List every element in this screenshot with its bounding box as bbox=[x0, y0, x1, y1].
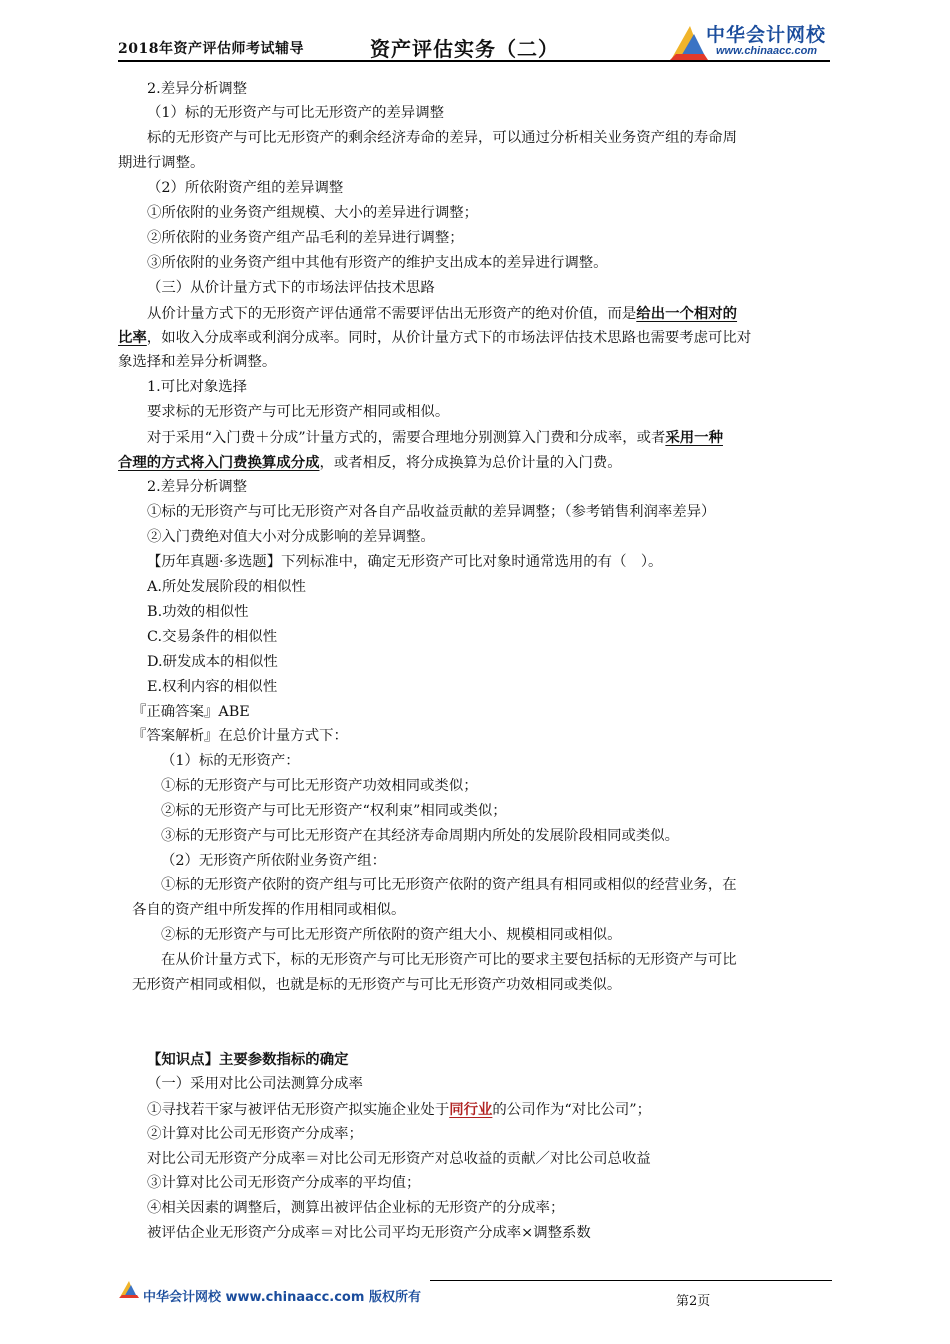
paragraph-line bbox=[118, 453, 622, 473]
list-item: ②所依附的业务资产组产品毛利的差异进行调整； bbox=[147, 230, 464, 246]
paragraph-line: 各自的资产组中所发挥的作用相同或相似。 bbox=[132, 902, 406, 918]
list-item: ①所依附的业务资产组规模、大小的差异进行调整； bbox=[147, 205, 478, 221]
knowledge-point-heading: 【知识点】主要参数指标的确定 bbox=[147, 1051, 349, 1068]
paragraph-line bbox=[147, 304, 737, 324]
sub-heading: （1）标的无形资产： bbox=[161, 753, 300, 769]
emphasis-text: 同行业 bbox=[449, 1101, 493, 1118]
header-course-title: 2018年资产评估师考试辅导 bbox=[118, 41, 304, 57]
brand-logo-url: www.chinaacc.com bbox=[716, 45, 818, 57]
section-heading: 2.差异分析调整 bbox=[147, 479, 248, 495]
section-heading: 2.差异分析调整 bbox=[147, 81, 248, 97]
header-divider bbox=[118, 60, 830, 62]
paragraph-line bbox=[118, 328, 751, 348]
emphasis-text: 采用一种 bbox=[665, 429, 723, 446]
paragraph-text: ①寻找若干家与被评估无形资产拟实施企业处于 bbox=[147, 1102, 450, 1118]
emphasis-text: 比率 bbox=[118, 329, 147, 346]
paragraph-text: 对于采用“入门费＋分成”计量方式的，需要合理地分别测算入门费和分成率，或者 bbox=[147, 430, 666, 446]
list-item: ①标的无形资产与可比无形资产对各自产品收益贡献的差异调整；（参考销售利润率差异） bbox=[147, 504, 716, 520]
question-option: C.交易条件的相似性 bbox=[147, 629, 278, 645]
brand-logo-name: 中华会计网校 bbox=[706, 24, 827, 46]
paragraph-line: 期进行调整。 bbox=[118, 155, 205, 171]
sub-heading: （2）所依附资产组的差异调整 bbox=[147, 180, 344, 196]
formula-line: 被评估企业无形资产分成率＝对比公司平均无形资产分成率×调整系数 bbox=[147, 1225, 591, 1241]
paragraph-line: 标的无形资产与可比无形资产的剩余经济寿命的差异，可以通过分析相关业务资产组的寿命周 bbox=[147, 130, 738, 146]
section-heading: （一）采用对比公司法测算分成率 bbox=[147, 1076, 363, 1092]
list-item: ②计算对比公司无形资产分成率； bbox=[147, 1126, 363, 1142]
formula-line: 对比公司无形资产分成率＝对比公司无形资产对总收益的贡献／对比公司总收益 bbox=[147, 1151, 651, 1167]
question-option: B.功效的相似性 bbox=[147, 604, 249, 620]
paragraph-line: 在从价计量方式下，标的无形资产与可比无形资产可比的要求主要包括标的无形资产与可比 bbox=[161, 952, 737, 968]
paragraph-text: ，或者相反，将分成换算为总价计量的入门费。 bbox=[319, 455, 622, 471]
paragraph-line: 要求标的无形资产与可比无形资产相同或相似。 bbox=[147, 404, 450, 420]
section-heading: 1.可比对象选择 bbox=[147, 379, 248, 395]
emphasis-text: 给出一个相对的 bbox=[636, 305, 738, 322]
list-item: ③标的无形资产与可比无形资产在其经济寿命周期内所处的发展阶段相同或类似。 bbox=[161, 828, 680, 844]
paragraph-line: 无形资产相同或相似，也就是标的无形资产与可比无形资产功效相同或类似。 bbox=[132, 977, 622, 993]
page-number: 第2页 bbox=[676, 1294, 711, 1309]
footer-copyright: 中华会计网校 www.chinaacc.com 版权所有 bbox=[143, 1290, 421, 1305]
footer-divider bbox=[430, 1280, 832, 1281]
list-item: ①标的无形资产依附的资产组与可比无形资产依附的资产组具有相同或相似的经营业务，在 bbox=[161, 877, 737, 893]
list-item: ③计算对比公司无形资产分成率的平均值； bbox=[147, 1175, 421, 1191]
sub-heading: （2）无形资产所依附业务资产组： bbox=[161, 853, 387, 869]
header-document-title: 资产评估实务（二） bbox=[370, 37, 559, 61]
paragraph-line: 象选择和差异分析调整。 bbox=[118, 354, 277, 370]
footer-logo-icon bbox=[118, 1278, 142, 1300]
question-stem: 【历年真题·多选题】下列标准中，确定无形资产可比对象时通常选用的有（ ）。 bbox=[147, 554, 663, 570]
correct-answer: 『正确答案』ABE bbox=[132, 704, 250, 720]
list-item: ②标的无形资产与可比无形资产所依附的资产组大小、规模相同或相似。 bbox=[161, 927, 622, 943]
paragraph-text: 的公司作为“对比公司”； bbox=[492, 1102, 652, 1118]
list-item bbox=[147, 1100, 651, 1120]
paragraph-line bbox=[147, 428, 723, 448]
question-option: A.所处发展阶段的相似性 bbox=[147, 579, 306, 595]
list-item: ③所依附的业务资产组中其他有形资产的维护支出成本的差异进行调整。 bbox=[147, 255, 608, 271]
paragraph-text: ，如收入分成率或利润分成率。同时，从价计量方式下的市场法评估技术思路也需要考虑可比对 bbox=[146, 330, 752, 346]
paragraph-text: 从价计量方式下的无形资产评估通常不需要评估出无形资产的绝对价值，而是 bbox=[147, 306, 637, 322]
question-option: E.权利内容的相似性 bbox=[147, 679, 278, 695]
list-item: ②标的无形资产与可比无形资产“权利束”相同或类似； bbox=[161, 803, 507, 819]
answer-explanation-title: 『答案解析』在总价计量方式下： bbox=[132, 728, 348, 744]
list-item: ②入门费绝对值大小对分成影响的差异调整。 bbox=[147, 529, 435, 545]
section-heading: （三）从价计量方式下的市场法评估技术思路 bbox=[147, 280, 435, 296]
question-option: D.研发成本的相似性 bbox=[147, 654, 278, 670]
emphasis-text: 合理的方式将入门费换算成分成 bbox=[118, 454, 320, 471]
list-item: ①标的无形资产与可比无形资产功效相同或类似； bbox=[161, 778, 478, 794]
list-item: ④相关因素的调整后，测算出被评估企业标的无形资产的分成率； bbox=[147, 1200, 565, 1216]
sub-heading: （1）标的无形资产与可比无形资产的差异调整 bbox=[147, 105, 444, 121]
